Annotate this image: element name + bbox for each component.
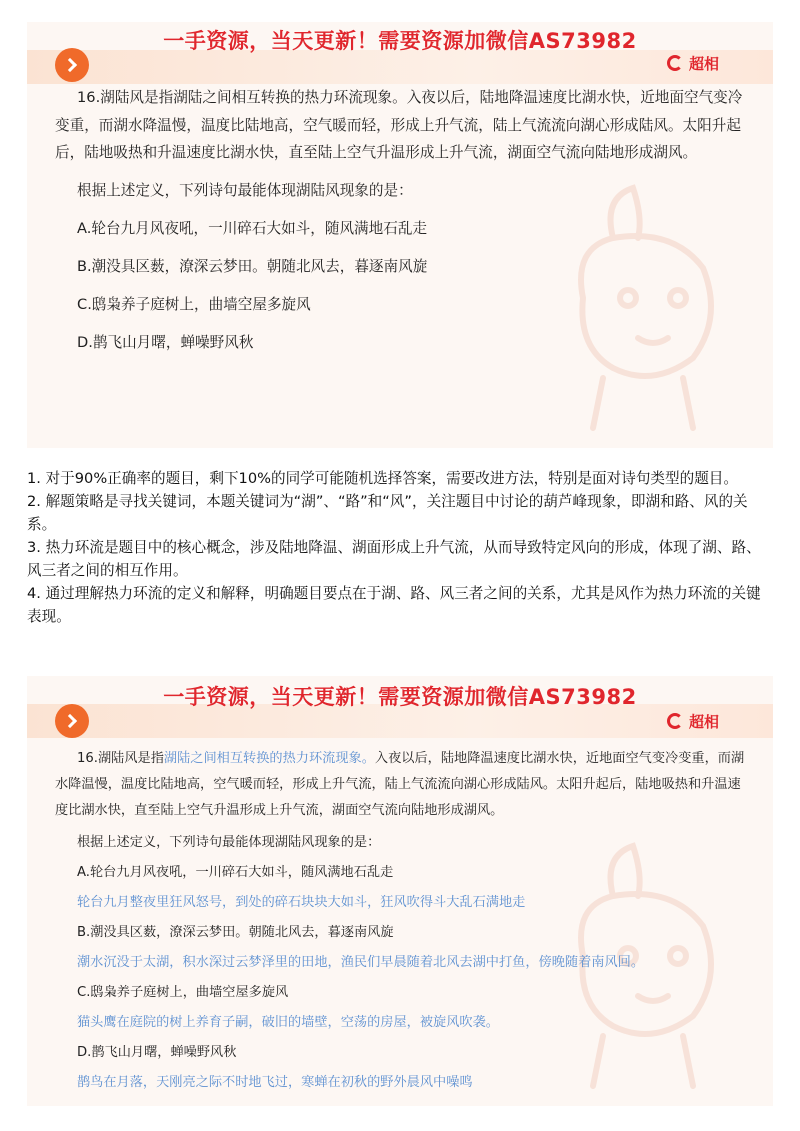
option-d: D.鹊飞山月曙，蝉噪野风秋 — [77, 1045, 237, 1060]
option-d-translation: 鹊鸟在月落，天刚亮之际不时地飞过，寒蝉在初秋的野外晨风中噪鸣 — [77, 1075, 473, 1090]
annotated-content — [27, 746, 773, 1096]
option-a: A.轮台九月风夜吼，一川碎石大如斗，随风满地石乱走 — [77, 865, 394, 880]
note-item: 1. 对于90%正确率的题目，剩下10%的同学可能随机选择答案，需要改进方法，特别是面对诗句类型的题目。 — [27, 470, 738, 487]
option-a-translation: 轮台九月整夜里狂风怒号，到处的碎石块块大如斗，狂风吹得斗大乱石满地走 — [77, 895, 526, 910]
note-item: 4. 通过理解热力环流的定义和解释，明确题目要点在于湖、路、风三者之间的关系，尤其是风作为热力环流的关键表现。 — [27, 585, 761, 625]
annotated-question-card — [27, 676, 773, 1106]
annotated-body-pre: 16.湖陆风是指 — [77, 751, 164, 766]
next-arrow-button[interactable] — [55, 704, 89, 738]
analysis-notes — [27, 467, 773, 628]
chevron-right-icon — [63, 58, 77, 72]
annotated-question-body — [55, 746, 749, 824]
next-arrow-button[interactable] — [55, 48, 89, 82]
promo-banner: 一手资源，当天更新！需要资源加微信AS73982 — [163, 685, 637, 709]
question-card — [27, 22, 773, 448]
option-c: C.鸱枭养子庭树上，曲墙空屋多旋风 — [77, 985, 289, 1000]
question-stem: 根据上述定义，下列诗句最能体现湖陆风现象的是： — [77, 835, 381, 850]
option-b: B.潮没具区薮，潦深云梦田。朝随北风去，暮逐南风旋 — [77, 257, 428, 275]
brand-logo-icon — [667, 55, 683, 71]
option-c: C.鸱枭养子庭树上，曲墙空屋多旋风 — [77, 295, 311, 313]
brand-mark — [667, 710, 719, 732]
option-b-translation: 潮水沉没于太湖，积水深过云梦泽里的田地，渔民们早晨随着北风去湖中打鱼，傍晚随着南风回。 — [77, 955, 645, 970]
option-a: A.轮台九月风夜吼，一川碎石大如斗，随风满地石乱走 — [77, 219, 428, 237]
promo-banner: 一手资源，当天更新！需要资源加微信AS73982 — [163, 29, 637, 53]
option-d: D.鹊飞山月曙，蝉噪野风秋 — [77, 333, 254, 351]
note-item: 2. 解题策略是寻找关键词，本题关键词为“湖”、“路”和“风”，关注题目中讨论的葫芦峰现象，即湖和路、风的关系。 — [27, 493, 748, 533]
question-number: 16. — [77, 89, 101, 106]
question-text: 湖陆风是指湖陆之间相互转换的热力环流现象。入夜以后，陆地降温速度比湖水快，近地面空气变冷变重，而湖水降温慢，温度比陆地高，空气暖而轻，形成上升气流，陆上气流流向湖心形成陆风。太阳升起后，陆地吸热和升温速度比湖水快，直至陆上空气升温形成上升气流，湖面空气流向陆地形成湖风。 — [55, 89, 743, 161]
annotated-highlight: 湖陆之间相互转换的热力环流现象。 — [163, 751, 375, 766]
brand-name: 超相 — [688, 712, 719, 731]
chevron-right-icon — [63, 714, 77, 728]
option-b: B.潮没具区薮，潦深云梦田。朝随北风去，暮逐南风旋 — [77, 925, 394, 940]
brand-logo-icon — [667, 713, 683, 729]
question-stem: 根据上述定义，下列诗句最能体现湖陆风现象的是： — [77, 181, 413, 199]
option-c-translation: 猫头鹰在庭院的树上养育子嗣，破旧的墙壁，空荡的房屋，被旋风吹袭。 — [77, 1015, 499, 1030]
annotated-body-post: 入夜以后，陆地降温速度比湖水快，近地面空气变冷变重，而湖水降温慢，温度比陆地高，空气暖而轻，形成上升气流，陆上气流流向湖心形成陆风。太阳升起后，陆地吸热和升温速度比湖水快，直至陆上空气升温形成上升气流，湖面空气流向陆地形成湖风。 — [55, 751, 745, 818]
brand-name: 超相 — [688, 54, 719, 73]
question-body — [55, 84, 745, 167]
note-item: 3. 热力环流是题目中的核心概念，涉及陆地降温、湖面形成上升气流，从而导致特定风向的形成，体现了湖、路、风三者之间的相互作用。 — [27, 539, 761, 579]
question-content — [27, 84, 773, 356]
brand-mark — [667, 52, 719, 74]
